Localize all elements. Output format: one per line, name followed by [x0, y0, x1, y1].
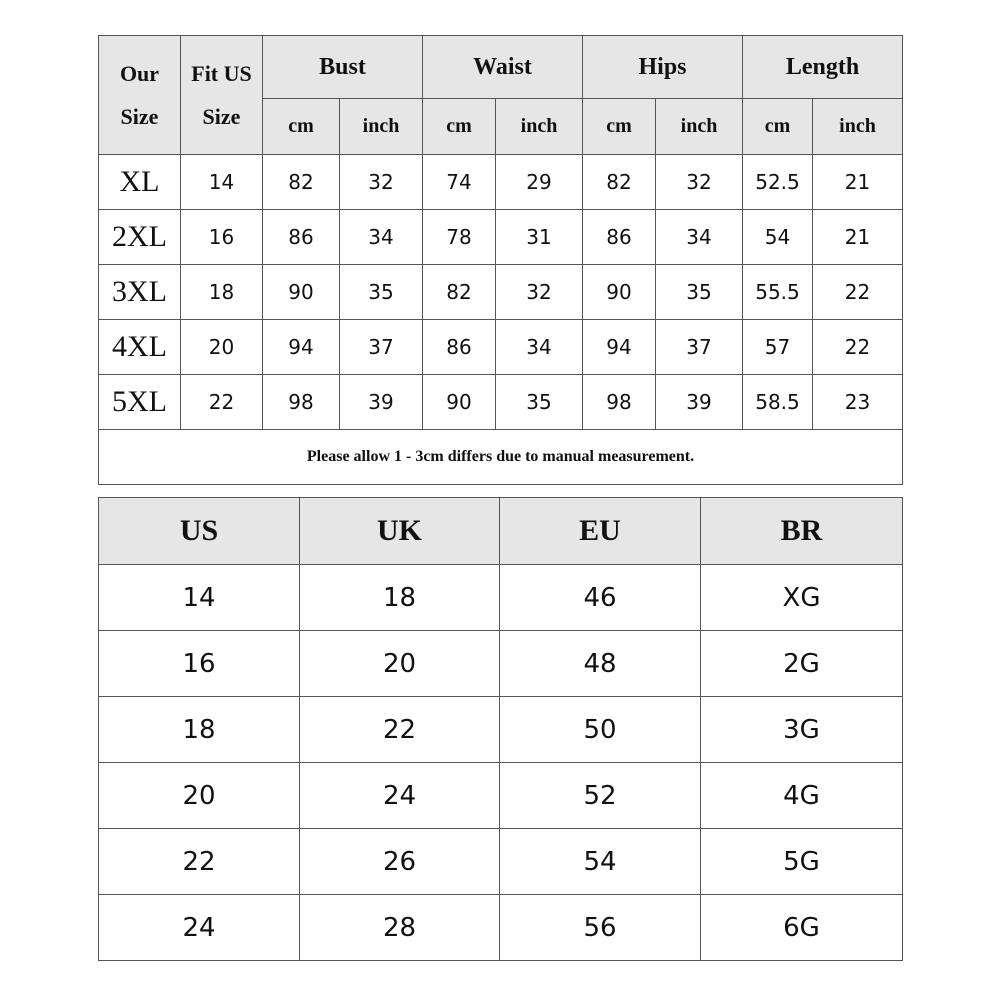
- br-cell: 5G: [701, 829, 903, 895]
- hips-cm-cell: 86: [583, 210, 656, 265]
- conversion-row: [99, 631, 903, 697]
- eu-cell: 54: [500, 829, 701, 895]
- uk-cell: 18: [300, 565, 500, 631]
- us-cell: 20: [99, 763, 300, 829]
- hips-inch-cell: 37: [656, 320, 743, 375]
- length-cm-cell: 55.5: [743, 265, 813, 320]
- size-row-5xl: [99, 375, 903, 430]
- header-length-inch: inch: [813, 99, 903, 155]
- our-size-cell: 4XL: [99, 320, 181, 375]
- size-conversion-table: [98, 497, 903, 961]
- us-cell: 14: [99, 565, 300, 631]
- waist-cm-cell: 82: [423, 265, 496, 320]
- hips-inch-cell: 35: [656, 265, 743, 320]
- hips-cm-cell: 94: [583, 320, 656, 375]
- waist-inch-cell: 34: [496, 320, 583, 375]
- uk-cell: 24: [300, 763, 500, 829]
- fit-us-cell: 22: [181, 375, 263, 430]
- us-cell: 22: [99, 829, 300, 895]
- header-uk: UK: [300, 498, 500, 565]
- length-inch-cell: 23: [813, 375, 903, 430]
- hips-cm-cell: 90: [583, 265, 656, 320]
- size-row-2xl: [99, 210, 903, 265]
- our-size-cell: 5XL: [99, 375, 181, 430]
- header-waist: Waist: [423, 36, 583, 99]
- br-cell: 4G: [701, 763, 903, 829]
- length-inch-cell: 21: [813, 210, 903, 265]
- hips-inch-cell: 39: [656, 375, 743, 430]
- header-fit-us-line1: Fit US: [191, 61, 252, 86]
- eu-cell: 50: [500, 697, 701, 763]
- bust-cm-cell: 90: [263, 265, 340, 320]
- measurement-note: Please allow 1 - 3cm differs due to manual measurement.: [99, 430, 903, 485]
- conversion-row: [99, 763, 903, 829]
- our-size-cell: 3XL: [99, 265, 181, 320]
- uk-cell: 26: [300, 829, 500, 895]
- us-cell: 16: [99, 631, 300, 697]
- waist-inch-cell: 32: [496, 265, 583, 320]
- waist-cm-cell: 86: [423, 320, 496, 375]
- bust-inch-cell: 34: [340, 210, 423, 265]
- header-bust: Bust: [263, 36, 423, 99]
- length-cm-cell: 54: [743, 210, 813, 265]
- bust-inch-cell: 35: [340, 265, 423, 320]
- header-bust-cm: cm: [263, 99, 340, 155]
- size-row-3xl: [99, 265, 903, 320]
- eu-cell: 56: [500, 895, 701, 961]
- header-waist-inch: inch: [496, 99, 583, 155]
- header-bust-inch: inch: [340, 99, 423, 155]
- bust-cm-cell: 94: [263, 320, 340, 375]
- header-waist-cm: cm: [423, 99, 496, 155]
- hips-cm-cell: 98: [583, 375, 656, 430]
- our-size-cell: 2XL: [99, 210, 181, 265]
- length-cm-cell: 58.5: [743, 375, 813, 430]
- length-inch-cell: 22: [813, 265, 903, 320]
- eu-cell: 52: [500, 763, 701, 829]
- header-fit-us-line2: Size: [202, 104, 241, 129]
- header-length-cm: cm: [743, 99, 813, 155]
- br-cell: 6G: [701, 895, 903, 961]
- header-our-size-line1: Our: [119, 61, 160, 86]
- size-row-4xl: [99, 320, 903, 375]
- length-cm-cell: 57: [743, 320, 813, 375]
- header-hips-inch: inch: [656, 99, 743, 155]
- bust-cm-cell: 82: [263, 155, 340, 210]
- hips-inch-cell: 32: [656, 155, 743, 210]
- header-br: BR: [701, 498, 903, 565]
- note-row: [99, 430, 903, 485]
- bust-cm-cell: 86: [263, 210, 340, 265]
- waist-inch-cell: 29: [496, 155, 583, 210]
- bust-cm-cell: 98: [263, 375, 340, 430]
- waist-cm-cell: 78: [423, 210, 496, 265]
- uk-cell: 28: [300, 895, 500, 961]
- fit-us-cell: 18: [181, 265, 263, 320]
- header-our-size: [99, 36, 181, 155]
- br-cell: XG: [701, 565, 903, 631]
- our-size-cell: XL: [99, 155, 181, 210]
- header-fit-us-size: [181, 36, 263, 155]
- eu-cell: 48: [500, 631, 701, 697]
- header-hips: Hips: [583, 36, 743, 99]
- header-our-size-line2: Size: [120, 104, 159, 129]
- uk-cell: 22: [300, 697, 500, 763]
- br-cell: 2G: [701, 631, 903, 697]
- bust-inch-cell: 37: [340, 320, 423, 375]
- header-length: Length: [743, 36, 903, 99]
- conversion-row: [99, 565, 903, 631]
- conversion-row: [99, 697, 903, 763]
- waist-cm-cell: 90: [423, 375, 496, 430]
- hips-inch-cell: 34: [656, 210, 743, 265]
- us-cell: 24: [99, 895, 300, 961]
- header-hips-cm: cm: [583, 99, 656, 155]
- us-cell: 18: [99, 697, 300, 763]
- br-cell: 3G: [701, 697, 903, 763]
- conversion-row: [99, 895, 903, 961]
- header-us: US: [99, 498, 300, 565]
- size-row-xl: [99, 155, 903, 210]
- conversion-row: [99, 829, 903, 895]
- hips-cm-cell: 82: [583, 155, 656, 210]
- bust-inch-cell: 32: [340, 155, 423, 210]
- header-eu: EU: [500, 498, 701, 565]
- fit-us-cell: 20: [181, 320, 263, 375]
- length-inch-cell: 22: [813, 320, 903, 375]
- bust-inch-cell: 39: [340, 375, 423, 430]
- fit-us-cell: 16: [181, 210, 263, 265]
- length-cm-cell: 52.5: [743, 155, 813, 210]
- fit-us-cell: 14: [181, 155, 263, 210]
- waist-cm-cell: 74: [423, 155, 496, 210]
- waist-inch-cell: 35: [496, 375, 583, 430]
- size-measurement-table: [98, 35, 903, 485]
- uk-cell: 20: [300, 631, 500, 697]
- eu-cell: 46: [500, 565, 701, 631]
- length-inch-cell: 21: [813, 155, 903, 210]
- waist-inch-cell: 31: [496, 210, 583, 265]
